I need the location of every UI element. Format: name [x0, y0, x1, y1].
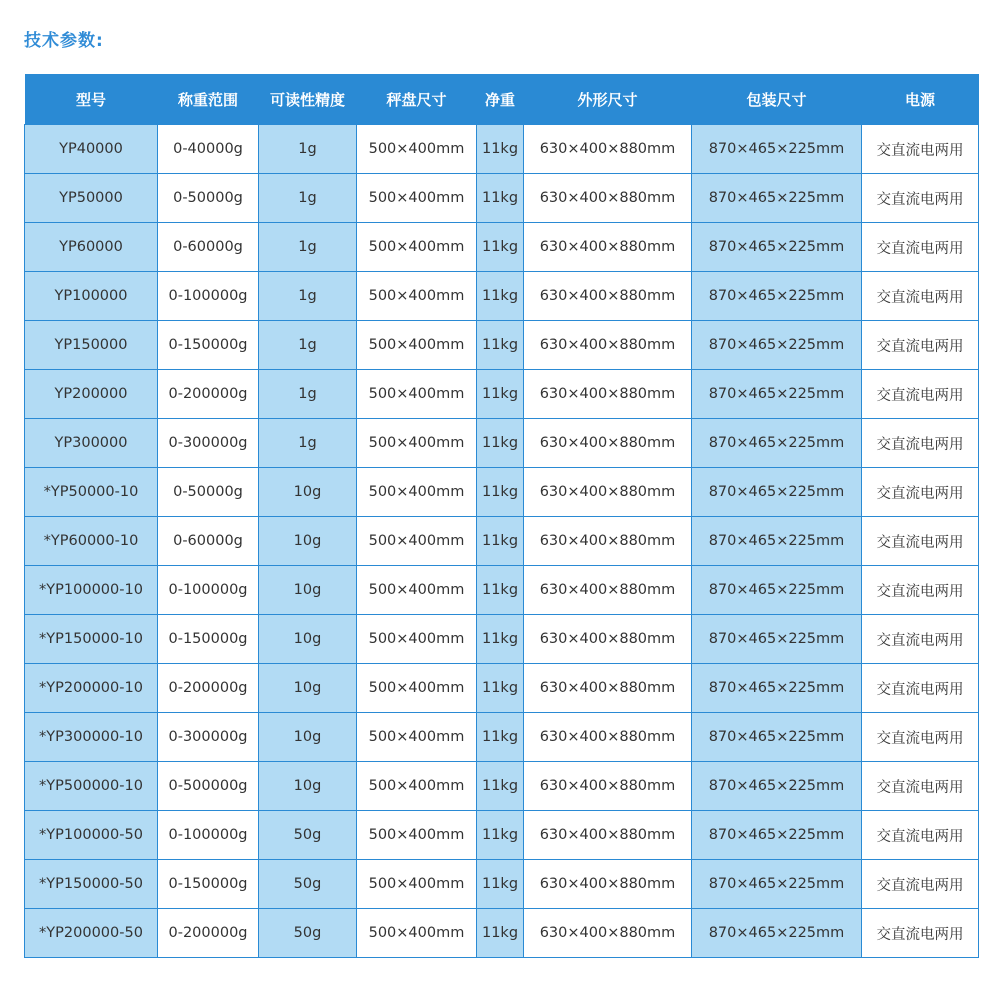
weighing-range-header: 称重范围: [158, 74, 259, 125]
pan-size-cell: 500×400mm: [357, 566, 477, 615]
power-header: 电源: [862, 74, 979, 125]
dimensions-cell: 630×400×880mm: [524, 713, 692, 762]
model-cell: YP100000: [25, 272, 158, 321]
dimensions-cell: 630×400×880mm: [524, 370, 692, 419]
table-row: [25, 517, 979, 566]
package-size-cell: 870×465×225mm: [692, 566, 862, 615]
model-cell: *YP60000-10: [25, 517, 158, 566]
weighing-range-cell: 0-200000g: [158, 370, 259, 419]
weighing-range-cell: 0-100000g: [158, 272, 259, 321]
pan-size-cell: 500×400mm: [357, 517, 477, 566]
package-size-cell: 870×465×225mm: [692, 468, 862, 517]
weighing-range-cell: 0-300000g: [158, 419, 259, 468]
net-weight-cell: 11kg: [477, 860, 524, 909]
readability-cell: 10g: [259, 468, 357, 517]
dimensions-cell: 630×400×880mm: [524, 272, 692, 321]
dimensions-cell: 630×400×880mm: [524, 517, 692, 566]
weighing-range-cell: 0-150000g: [158, 615, 259, 664]
power-cell: 交直流电两用: [862, 615, 979, 664]
dimensions-cell: 630×400×880mm: [524, 174, 692, 223]
package-size-cell: 870×465×225mm: [692, 272, 862, 321]
package-size-cell: 870×465×225mm: [692, 223, 862, 272]
power-cell: 交直流电两用: [862, 860, 979, 909]
specs-table: [24, 74, 979, 958]
dimensions-cell: 630×400×880mm: [524, 762, 692, 811]
weighing-range-cell: 0-100000g: [158, 811, 259, 860]
pan-size-cell: 500×400mm: [357, 370, 477, 419]
net-weight-cell: 11kg: [477, 223, 524, 272]
readability-cell: 10g: [259, 664, 357, 713]
table-row: [25, 566, 979, 615]
section-title: 技术参数:: [24, 31, 104, 51]
dimensions-cell: 630×400×880mm: [524, 615, 692, 664]
package-size-header: 包装尺寸: [692, 74, 862, 125]
pan-size-cell: 500×400mm: [357, 321, 477, 370]
readability-cell: 1g: [259, 125, 357, 174]
pan-size-header: 秤盘尺寸: [357, 74, 477, 125]
model-cell: *YP500000-10: [25, 762, 158, 811]
package-size-cell: 870×465×225mm: [692, 713, 862, 762]
pan-size-cell: 500×400mm: [357, 615, 477, 664]
table-row: [25, 223, 979, 272]
readability-cell: 1g: [259, 321, 357, 370]
package-size-cell: 870×465×225mm: [692, 174, 862, 223]
package-size-cell: 870×465×225mm: [692, 125, 862, 174]
dimensions-cell: 630×400×880mm: [524, 321, 692, 370]
readability-cell: 50g: [259, 909, 357, 958]
table-row: [25, 272, 979, 321]
package-size-cell: 870×465×225mm: [692, 321, 862, 370]
pan-size-cell: 500×400mm: [357, 125, 477, 174]
power-cell: 交直流电两用: [862, 321, 979, 370]
dimensions-cell: 630×400×880mm: [524, 468, 692, 517]
model-cell: *YP200000-50: [25, 909, 158, 958]
dimensions-cell: 630×400×880mm: [524, 125, 692, 174]
dimensions-cell: 630×400×880mm: [524, 223, 692, 272]
pan-size-cell: 500×400mm: [357, 174, 477, 223]
table-row: [25, 762, 979, 811]
readability-header: 可读性精度: [259, 74, 357, 125]
model-cell: YP40000: [25, 125, 158, 174]
power-cell: 交直流电两用: [862, 762, 979, 811]
weighing-range-cell: 0-100000g: [158, 566, 259, 615]
model-cell: *YP150000-50: [25, 860, 158, 909]
pan-size-cell: 500×400mm: [357, 811, 477, 860]
weighing-range-cell: 0-60000g: [158, 517, 259, 566]
model-cell: YP50000: [25, 174, 158, 223]
package-size-cell: 870×465×225mm: [692, 664, 862, 713]
power-cell: 交直流电两用: [862, 125, 979, 174]
package-size-cell: 870×465×225mm: [692, 860, 862, 909]
model-cell: YP60000: [25, 223, 158, 272]
model-cell: *YP50000-10: [25, 468, 158, 517]
readability-cell: 10g: [259, 517, 357, 566]
readability-cell: 1g: [259, 174, 357, 223]
net-weight-cell: 11kg: [477, 713, 524, 762]
readability-cell: 50g: [259, 860, 357, 909]
readability-cell: 10g: [259, 762, 357, 811]
net-weight-cell: 11kg: [477, 811, 524, 860]
table-row: [25, 125, 979, 174]
table-row: [25, 174, 979, 223]
net-weight-cell: 11kg: [477, 174, 524, 223]
readability-cell: 1g: [259, 272, 357, 321]
power-cell: 交直流电两用: [862, 468, 979, 517]
table-row: [25, 370, 979, 419]
package-size-cell: 870×465×225mm: [692, 811, 862, 860]
table-row: [25, 419, 979, 468]
weighing-range-cell: 0-60000g: [158, 223, 259, 272]
table-body: [25, 125, 979, 958]
power-cell: 交直流电两用: [862, 370, 979, 419]
model-cell: YP200000: [25, 370, 158, 419]
pan-size-cell: 500×400mm: [357, 664, 477, 713]
model-header: 型号: [25, 74, 158, 125]
package-size-cell: 870×465×225mm: [692, 909, 862, 958]
model-cell: YP300000: [25, 419, 158, 468]
net-weight-cell: 11kg: [477, 762, 524, 811]
pan-size-cell: 500×400mm: [357, 468, 477, 517]
weighing-range-cell: 0-200000g: [158, 664, 259, 713]
table-row: [25, 860, 979, 909]
net-weight-cell: 11kg: [477, 909, 524, 958]
weighing-range-cell: 0-500000g: [158, 762, 259, 811]
pan-size-cell: 500×400mm: [357, 713, 477, 762]
package-size-cell: 870×465×225mm: [692, 615, 862, 664]
weighing-range-cell: 0-200000g: [158, 909, 259, 958]
readability-cell: 1g: [259, 370, 357, 419]
pan-size-cell: 500×400mm: [357, 909, 477, 958]
weighing-range-cell: 0-50000g: [158, 468, 259, 517]
net-weight-cell: 11kg: [477, 517, 524, 566]
table-row: [25, 909, 979, 958]
power-cell: 交直流电两用: [862, 909, 979, 958]
net-weight-cell: 11kg: [477, 321, 524, 370]
dimensions-cell: 630×400×880mm: [524, 664, 692, 713]
power-cell: 交直流电两用: [862, 272, 979, 321]
weighing-range-cell: 0-150000g: [158, 860, 259, 909]
power-cell: 交直流电两用: [862, 566, 979, 615]
net-weight-header: 净重: [477, 74, 524, 125]
net-weight-cell: 11kg: [477, 468, 524, 517]
pan-size-cell: 500×400mm: [357, 860, 477, 909]
table-row: [25, 811, 979, 860]
model-cell: *YP100000-10: [25, 566, 158, 615]
weighing-range-cell: 0-40000g: [158, 125, 259, 174]
net-weight-cell: 11kg: [477, 272, 524, 321]
weighing-range-cell: 0-150000g: [158, 321, 259, 370]
readability-cell: 10g: [259, 713, 357, 762]
table-row: [25, 664, 979, 713]
net-weight-cell: 11kg: [477, 566, 524, 615]
dimensions-cell: 630×400×880mm: [524, 909, 692, 958]
readability-cell: 1g: [259, 419, 357, 468]
dimensions-header: 外形尺寸: [524, 74, 692, 125]
power-cell: 交直流电两用: [862, 517, 979, 566]
power-cell: 交直流电两用: [862, 713, 979, 762]
table-row: [25, 468, 979, 517]
package-size-cell: 870×465×225mm: [692, 419, 862, 468]
net-weight-cell: 11kg: [477, 615, 524, 664]
table-row: [25, 321, 979, 370]
power-cell: 交直流电两用: [862, 419, 979, 468]
power-cell: 交直流电两用: [862, 223, 979, 272]
table-row: [25, 615, 979, 664]
power-cell: 交直流电两用: [862, 664, 979, 713]
model-cell: *YP100000-50: [25, 811, 158, 860]
net-weight-cell: 11kg: [477, 419, 524, 468]
model-cell: *YP200000-10: [25, 664, 158, 713]
power-cell: 交直流电两用: [862, 174, 979, 223]
readability-cell: 10g: [259, 566, 357, 615]
power-cell: 交直流电两用: [862, 811, 979, 860]
table-header-row: [25, 74, 979, 125]
dimensions-cell: 630×400×880mm: [524, 566, 692, 615]
dimensions-cell: 630×400×880mm: [524, 811, 692, 860]
model-cell: *YP150000-10: [25, 615, 158, 664]
dimensions-cell: 630×400×880mm: [524, 860, 692, 909]
package-size-cell: 870×465×225mm: [692, 762, 862, 811]
model-cell: YP150000: [25, 321, 158, 370]
weighing-range-cell: 0-50000g: [158, 174, 259, 223]
pan-size-cell: 500×400mm: [357, 762, 477, 811]
weighing-range-cell: 0-300000g: [158, 713, 259, 762]
readability-cell: 10g: [259, 615, 357, 664]
net-weight-cell: 11kg: [477, 370, 524, 419]
pan-size-cell: 500×400mm: [357, 272, 477, 321]
package-size-cell: 870×465×225mm: [692, 517, 862, 566]
pan-size-cell: 500×400mm: [357, 223, 477, 272]
net-weight-cell: 11kg: [477, 664, 524, 713]
model-cell: *YP300000-10: [25, 713, 158, 762]
dimensions-cell: 630×400×880mm: [524, 419, 692, 468]
table-row: [25, 713, 979, 762]
net-weight-cell: 11kg: [477, 125, 524, 174]
pan-size-cell: 500×400mm: [357, 419, 477, 468]
readability-cell: 50g: [259, 811, 357, 860]
readability-cell: 1g: [259, 223, 357, 272]
package-size-cell: 870×465×225mm: [692, 370, 862, 419]
